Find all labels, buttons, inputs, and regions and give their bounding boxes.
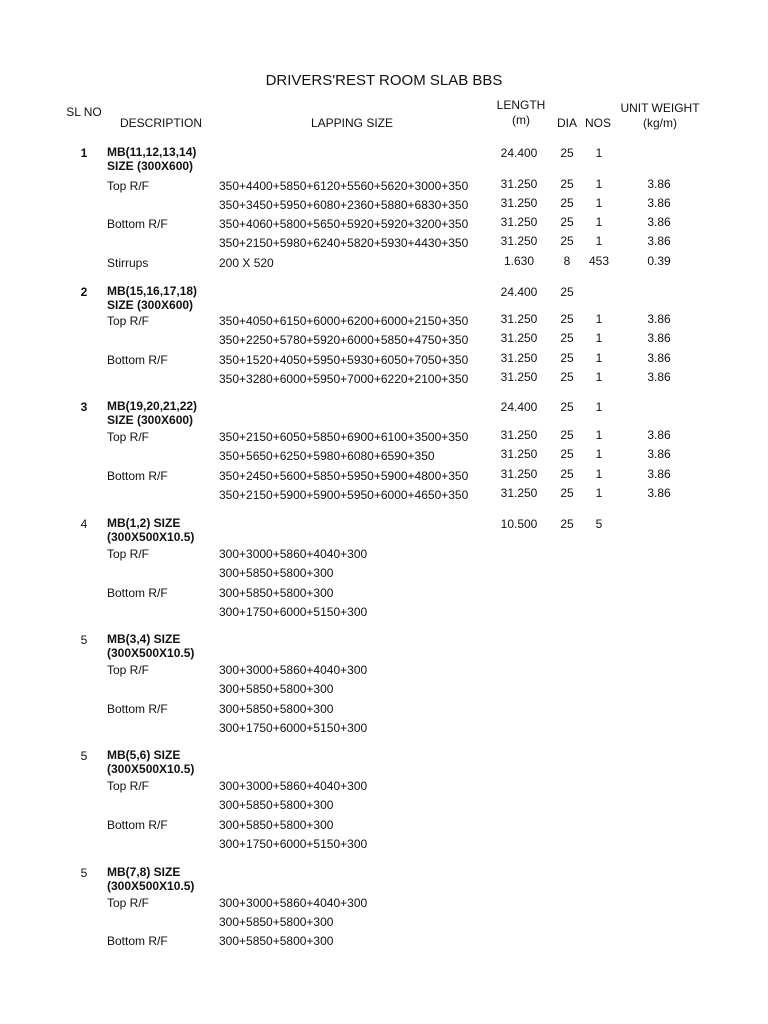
sl-number: 1: [80, 146, 88, 160]
header-dia: DIA: [556, 116, 577, 130]
sl-number: 5: [80, 866, 88, 880]
sl-number: 5: [80, 749, 88, 763]
member-length: 24.400: [500, 285, 538, 299]
header-length-unit: (m): [512, 113, 530, 127]
row-length: 31.250: [500, 370, 538, 384]
member-description: MB(3,4) SIZE: [107, 632, 181, 646]
row-unit-weight: 3.86: [647, 370, 671, 384]
row-label: Bottom R/F: [107, 469, 168, 483]
row-label: Top R/F: [107, 314, 150, 328]
member-size: (300X500X10.5): [107, 762, 195, 776]
row-unit-weight: 3.86: [647, 312, 671, 326]
row-length: 31.250: [500, 177, 538, 191]
row-lapping-size: 350+1520+4050+5950+5930+6050+7050+350: [219, 353, 469, 367]
row-lapping-size: 300+1750+6000+5150+300: [219, 837, 368, 851]
row-label: Top R/F: [107, 779, 150, 793]
member-description: MB(15,16,17,18): [107, 284, 198, 298]
row-label: Stirrups: [107, 256, 149, 270]
row-label: Top R/F: [107, 179, 150, 193]
row-nos: 1: [595, 215, 603, 229]
row-lapping-size: 350+2150+5900+5900+5950+6000+4650+350: [219, 488, 469, 502]
sl-number: 4: [80, 517, 88, 531]
row-lapping-size: 350+2150+6050+5850+6900+6100+3500+350: [219, 430, 469, 444]
row-lapping-size: 300+5850+5800+300: [219, 915, 334, 929]
row-length: 31.250: [500, 215, 538, 229]
member-length: 24.400: [500, 146, 538, 160]
row-dia: 25: [560, 215, 574, 229]
row-nos: 1: [595, 331, 603, 345]
row-label: Top R/F: [107, 896, 150, 910]
row-unit-weight: 3.86: [647, 447, 671, 461]
row-dia: 8: [563, 254, 571, 268]
row-nos: 1: [595, 370, 603, 384]
member-description: MB(19,20,21,22): [107, 399, 198, 413]
row-nos: 1: [595, 447, 603, 461]
member-nos: 1: [595, 400, 603, 414]
header-unit-weight: [615, 101, 705, 131]
row-length: 31.250: [500, 351, 538, 365]
member-description: MB(5,6) SIZE: [107, 748, 181, 762]
header-length: [490, 98, 552, 128]
header-unit-weight-label: UNIT WEIGHT: [620, 101, 700, 115]
row-label: Top R/F: [107, 547, 150, 561]
row-label: Top R/F: [107, 430, 150, 444]
row-lapping-size: 350+2150+5980+6240+5820+5930+4430+350: [219, 236, 469, 250]
row-lapping-size: 300+5850+5800+300: [219, 566, 334, 580]
row-lapping-size: 350+2250+5780+5920+6000+5850+4750+350: [219, 333, 469, 347]
member-size: (300X500X10.5): [107, 879, 195, 893]
row-unit-weight: 3.86: [647, 486, 671, 500]
row-lapping-size: 300+5850+5800+300: [219, 702, 334, 716]
row-label: Bottom R/F: [107, 217, 168, 231]
member-description: MB(11,12,13,14): [107, 145, 197, 159]
row-lapping-size: 300+5850+5800+300: [219, 818, 334, 832]
row-nos: 1: [595, 486, 603, 500]
row-length: 31.250: [500, 486, 538, 500]
row-unit-weight: 3.86: [647, 467, 671, 481]
member-description: MB(1,2) SIZE: [107, 516, 181, 530]
row-lapping-size: 300+5850+5800+300: [219, 934, 334, 948]
row-unit-weight: 3.86: [647, 351, 671, 365]
member-size: (300X500X10.5): [107, 530, 195, 544]
member-length: 10.500: [500, 517, 538, 531]
row-dia: 25: [560, 196, 574, 210]
member-length: 24.400: [500, 400, 538, 414]
row-label: Bottom R/F: [107, 353, 168, 367]
row-dia: 25: [560, 428, 574, 442]
member-nos: 1: [595, 146, 603, 160]
row-nos: 1: [595, 196, 603, 210]
row-lapping-size: 300+5850+5800+300: [219, 682, 334, 696]
row-label: Bottom R/F: [107, 818, 168, 832]
member-dia: 25: [560, 285, 574, 299]
sl-number: 3: [80, 400, 88, 414]
member-size: SIZE (300X600): [107, 159, 194, 173]
row-nos: 1: [595, 467, 603, 481]
row-label: Bottom R/F: [107, 702, 168, 716]
row-unit-weight: 3.86: [647, 331, 671, 345]
row-unit-weight: 3.86: [647, 215, 671, 229]
row-dia: 25: [560, 312, 574, 326]
header-length-label: LENGTH: [496, 98, 546, 112]
row-lapping-size: 300+5850+5800+300: [219, 586, 334, 600]
row-lapping-size: 300+1750+6000+5150+300: [219, 605, 368, 619]
row-lapping-size: 350+5650+6250+5980+6080+6590+350: [219, 449, 435, 463]
row-label: Bottom R/F: [107, 586, 168, 600]
row-dia: 25: [560, 447, 574, 461]
row-nos: 1: [595, 312, 603, 326]
row-length: 31.250: [500, 312, 538, 326]
row-length: 1.630: [503, 254, 535, 268]
row-lapping-size: 350+3280+6000+5950+7000+6220+2100+350: [219, 372, 469, 386]
row-unit-weight: 0.39: [647, 254, 671, 268]
row-dia: 25: [560, 331, 574, 345]
row-label: Top R/F: [107, 663, 150, 677]
page-title: DRIVERS'REST ROOM SLAB BBS: [265, 72, 503, 89]
sl-number: 2: [80, 285, 88, 299]
row-unit-weight: 3.86: [647, 196, 671, 210]
row-dia: 25: [560, 370, 574, 384]
row-length: 31.250: [500, 196, 538, 210]
sl-number: 5: [80, 633, 88, 647]
row-lapping-size: 300+3000+5860+4040+300: [219, 547, 368, 561]
row-lapping-size: 200 X 520: [219, 256, 274, 270]
row-lapping-size: 350+4050+6150+6000+6200+6000+2150+350: [219, 314, 469, 328]
member-description: MB(7,8) SIZE: [107, 865, 181, 879]
member-dia: 25: [560, 400, 574, 414]
row-lapping-size: 300+3000+5860+4040+300: [219, 779, 368, 793]
row-nos: 1: [595, 234, 603, 248]
row-length: 31.250: [500, 467, 538, 481]
header-description: DESCRIPTION: [119, 116, 202, 130]
row-length: 31.250: [500, 447, 538, 461]
row-nos: 453: [588, 254, 610, 268]
member-size: SIZE (300X600): [107, 298, 194, 312]
row-lapping-size: 350+4400+5850+6120+5560+5620+3000+350: [219, 179, 469, 193]
row-dia: 25: [560, 467, 574, 481]
header-nos: NOS: [584, 116, 611, 130]
member-dia: 25: [560, 517, 574, 531]
member-size: SIZE (300X600): [107, 413, 194, 427]
row-unit-weight: 3.86: [647, 428, 671, 442]
header-lapping-size: LAPPING SIZE: [310, 116, 394, 130]
row-dia: 25: [560, 486, 574, 500]
row-unit-weight: 3.86: [647, 234, 671, 248]
header-unit-weight-unit: (kg/m): [643, 116, 677, 130]
row-lapping-size: 350+4060+5800+5650+5920+5920+3200+350: [219, 217, 469, 231]
row-dia: 25: [560, 234, 574, 248]
header-sl-no: SL NO: [66, 105, 102, 119]
row-length: 31.250: [500, 428, 538, 442]
row-lapping-size: 350+3450+5950+6080+2360+5880+6830+350: [219, 198, 469, 212]
member-dia: 25: [560, 146, 574, 160]
row-lapping-size: 300+5850+5800+300: [219, 798, 334, 812]
row-nos: 1: [595, 177, 603, 191]
row-unit-weight: 3.86: [647, 177, 671, 191]
member-size: (300X500X10.5): [107, 646, 195, 660]
row-nos: 1: [595, 351, 603, 365]
member-nos: 5: [595, 517, 603, 531]
row-lapping-size: 300+3000+5860+4040+300: [219, 663, 368, 677]
row-lapping-size: 300+3000+5860+4040+300: [219, 896, 368, 910]
row-lapping-size: 350+2450+5600+5850+5950+5900+4800+350: [219, 469, 469, 483]
row-label: Bottom R/F: [107, 934, 168, 948]
row-length: 31.250: [500, 234, 538, 248]
row-lapping-size: 300+1750+6000+5150+300: [219, 721, 368, 735]
row-dia: 25: [560, 351, 574, 365]
row-length: 31.250: [500, 331, 538, 345]
row-dia: 25: [560, 177, 574, 191]
row-nos: 1: [595, 428, 603, 442]
